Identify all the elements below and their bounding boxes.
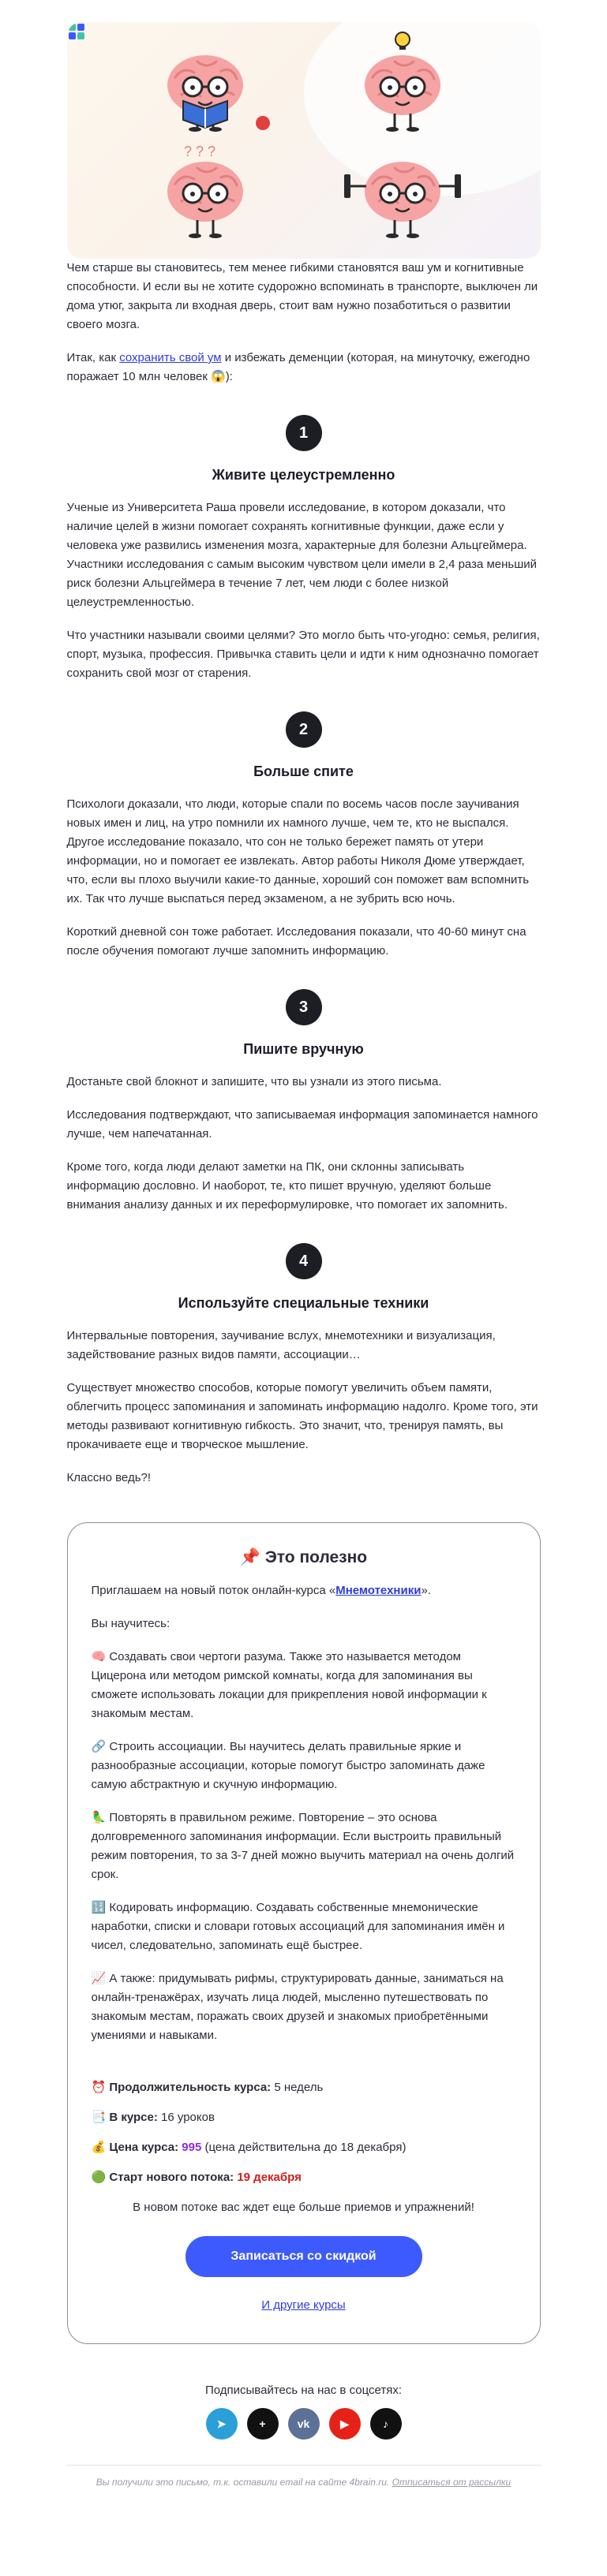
article-body (67, 259, 541, 1488)
vk-icon[interactable]: vk (288, 2408, 320, 2440)
telegram-icon[interactable]: ➤ (206, 2408, 238, 2440)
footer-divider (67, 2465, 541, 2466)
section-paragraph: Ученые из Университета Раша провели исследование, в котором доказали, что наличие целей в жизни помогает сохранять когнитивные функции, даже если у человека уже развились изменения мозга, характерные для болезни Альцгеймера. Участники исследования с самым высоким чувством цели имели в 2,4 раза меньший риск болезни Альцгеймера в течение 7 лет, чем люди с более низкой целеустремленностью. (66, 501, 538, 609)
skill-item: 🔗 Строить ассоциации. Вы научитесь делать правильные яркие и разнообразные ассоциации, которые помогут быстро запоминать даже самую абстрактную и скучную информацию. (91, 1740, 485, 1791)
section-1 (67, 415, 541, 683)
course-start: 🟢 Старт нового потока: 19 декабря (91, 2171, 302, 2184)
course-facts (92, 2078, 516, 2217)
section-paragraph: Психологи доказали, что люди, которые спали по восемь часов после заучивания новых имен и лиц, на утро помнили их намного лучше, чем те, кто не выспался. Другое исследование показало, что сон не только бережет память от утери информации, но и помогает ее извлекать. Автор работы Николя Дюме утверждает, что, если вы плохо выучили какие-то данные, хороший сон поможет вам вспомнить их. Так что лучше выспаться перед экзаменом, а не зубрить всю ночь. (66, 797, 530, 905)
green-circle-icon: 🟢 (91, 2171, 107, 2184)
section-paragraph: Исследования подтверждают, что записываемая информация запоминается намного лучше, чем напечатанная. (66, 1108, 538, 1141)
email-page (0, 22, 607, 2507)
question-marks: ? ? ? (183, 144, 215, 159)
bookmark-tabs-icon: 📑 (91, 2111, 107, 2124)
other-courses-link[interactable]: И другие курсы (261, 2298, 346, 2312)
section-number-badge: 4 (286, 1243, 322, 1279)
money-bag-icon: 💰 (91, 2141, 107, 2154)
apple-icon (256, 116, 270, 130)
section-paragraph: Существует множество способов, которые помогут увеличить объем памяти, облегчить процесс запоминания и запоминать информацию надолго. Кроме того, эти методы развивают когнитивную гибкость. Это значит, что, тренируя память, вы прокачиваете еще и творческое мышление. (66, 1381, 538, 1451)
course-promo-card (67, 1522, 541, 2344)
plus-icon[interactable]: + (247, 2408, 279, 2440)
course-invite: Приглашаем на новый поток онлайн-курса «Мнемотехники». (91, 1584, 431, 1597)
social-title: Подписывайтесь на нас в соцсетях: (204, 2384, 403, 2397)
section-title: Используйте специальные техники (178, 1295, 429, 1311)
footer (67, 2477, 541, 2488)
card-title-text: Это полезно (264, 1548, 368, 1566)
save-mind-link[interactable]: сохранить свой ум (119, 351, 222, 364)
idea-brain (365, 55, 440, 132)
reading-brain (167, 55, 243, 132)
footer-text: Вы получили это письмо, т.к. оставили email на сайте 4brain.ru. (96, 2477, 392, 2488)
section-paragraph: Короткий дневной сон тоже работает. Исследования показали, что 40-60 минут сна после обучения помогают лучше запомнить информацию. (66, 925, 526, 958)
section-paragraph: Интервальные повторения, заучивание вслух, мнемотехники и визуализация, задействование разных видов памяти, ассоциации… (66, 1329, 496, 1361)
section-title: Живите целеустремленно (212, 467, 395, 483)
brains-illustration (67, 22, 541, 259)
section-number-badge: 2 (286, 711, 322, 748)
youtube-icon[interactable]: ▶ (329, 2408, 361, 2440)
section-paragraph: Что участники называли своими целями? Это могло быть что-угодно: семья, религия, спорт, музыка, профессия. Привычка ставить цели и идти к ним однозначно помогает сохранить свой мозг от старения. (66, 629, 540, 680)
skill-item: 🦜 Повторять в правильном режиме. Повторение – это основа долговременного запоминания информации. Если выстроить правильный режим повторения, то за 3-7 дней можно выучить материал на очень долгий срок. (91, 1811, 515, 1881)
card-title (92, 1548, 516, 1567)
section-2 (67, 711, 541, 961)
section-4 (67, 1243, 541, 1488)
learn-label: Вы научитесь: (91, 1617, 170, 1630)
section-title: Пишите вручную (243, 1041, 364, 1057)
brand-logo-icon (67, 22, 86, 41)
hero-illustration (67, 22, 541, 259)
course-lessons: 📑 В курсе: 16 уроков (91, 2111, 215, 2124)
skill-item: 📈 А также: придумывать рифмы, структурировать данные, заниматься на онлайн-тренажёрах, изучать лица людей, мысленно путешествовать по знакомым местам, поражать своих друзей и знакомых приобретёнными умениями и навыками. (91, 1972, 504, 2042)
pushpin-icon: 📌 (239, 1548, 260, 1566)
course-teaser: В новом потоке вас ждет еще больше приемов и упражнений! (133, 2201, 474, 2214)
social-icons (0, 2408, 607, 2440)
alarm-clock-icon: ⏰ (91, 2081, 107, 2094)
lightbulb-icon (395, 32, 410, 50)
lifting-brain (344, 162, 461, 238)
section-paragraph: Достаньте свой блокнот и запишите, что вы узнали из этого письма. (66, 1075, 442, 1088)
section-title: Больше спите (253, 763, 354, 779)
skill-item: 🧠 Создавать свои чертоги разума. Также это называется методом Цицерона или методом римской комнаты, когда для запоминания вы сможете использовать локации для прикрепления новой информации к знакомым местам. (91, 1650, 487, 1720)
skill-item: 🔢 Кодировать информацию. Создавать собственные мнемонические наработки, списки и словари готовых ассоциаций для запоминания имён и чисел, следовательно, запоминать ещё быстрее. (91, 1901, 505, 1952)
section-3 (67, 989, 541, 1215)
start-date: 19 декабря (237, 2171, 302, 2184)
tiktok-icon[interactable]: ♪ (370, 2408, 402, 2440)
enroll-discount-button[interactable]: Записаться со скидкой (185, 2236, 422, 2277)
confused-brain (167, 162, 243, 238)
section-number-badge: 3 (286, 989, 322, 1025)
mnemonics-course-link[interactable]: Мнемотехники (335, 1584, 422, 1597)
intro-question: Итак, как сохранить свой ум и избежать деменции (которая, на минуточку, ежегодно поражает 10 млн человек 😱): (66, 351, 530, 383)
course-price: 💰 Цена курса: 995 (цена действительна до 18 декабря) (91, 2141, 407, 2154)
intro-paragraph: Чем старше вы становитесь, тем менее гибкими становятся ваш ум и когнитивные способности. И если вы не хотите судорожно вспоминать в транспорте, выключен ли дома утюг, закрыта ли входная дверь, стоит вам нужно позаботиться о развитии своего мозга. (66, 261, 538, 331)
unsubscribe-link[interactable]: Отписаться от рассылки (392, 2477, 511, 2488)
section-paragraph: Кроме того, когда люди делают заметки на ПК, они склонны записывать информацию дословно. И наоборот, те, кто пишет вручную, уделяют больше внимания анализу данных и их переформулировке, что помогает их запомнить. (66, 1160, 508, 1211)
course-duration: ⏰ Продолжительность курса: 5 недель (91, 2081, 324, 2094)
section-number-badge: 1 (286, 415, 322, 451)
section-paragraph: Классно ведь?! (66, 1471, 152, 1484)
price-value: 995 (182, 2141, 202, 2154)
